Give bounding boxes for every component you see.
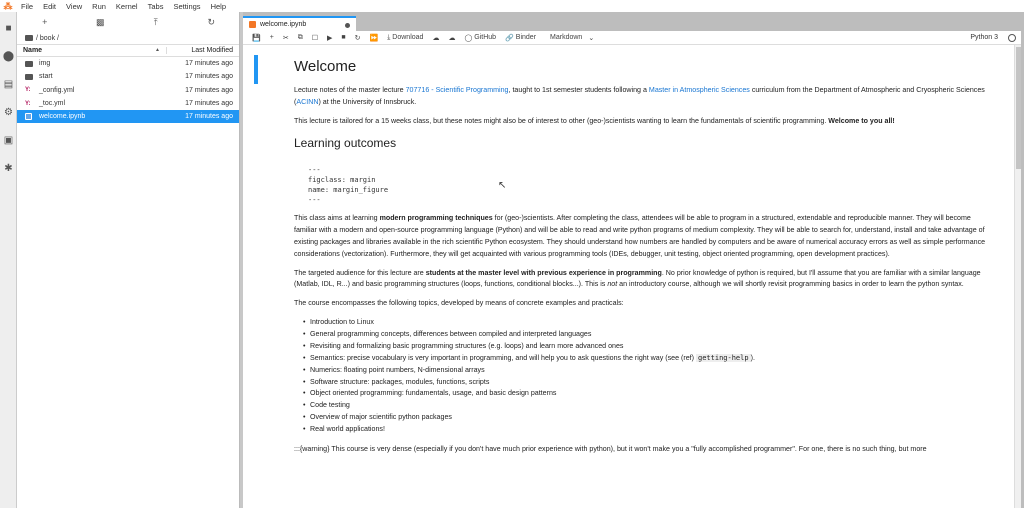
list-item: • Revisiting and formalizing basic programming structures (e.g. loops) and learn more advanced ones (303, 341, 994, 353)
tabs-icon[interactable]: ▣ (3, 135, 14, 146)
menu-tabs[interactable]: Tabs (147, 1, 164, 11)
file-row-start[interactable] (17, 70, 239, 83)
refresh-icon[interactable]: ↻ (207, 16, 216, 27)
cell-collapser[interactable] (254, 55, 258, 84)
notebook-icon (25, 113, 35, 120)
italic-text: not (607, 280, 618, 289)
notebook-panel (243, 45, 1019, 508)
commands-icon[interactable]: ▤ (3, 79, 14, 90)
menu-settings[interactable]: Settings (173, 1, 201, 11)
text: Lecture notes of the master lecture (294, 86, 406, 94)
tab-label: welcome.ipynb (260, 21, 307, 28)
run-icon[interactable]: ▶ (326, 34, 333, 42)
list-item: • Numerics: floating point numbers, N-dimensional arrays (303, 365, 994, 377)
upload-icon[interactable]: ⤒ (153, 16, 158, 27)
restart-icon[interactable]: ↻ (354, 34, 361, 42)
menu-file[interactable]: File (21, 1, 34, 11)
file-name: img (39, 60, 51, 68)
file-row-welcome[interactable] (17, 110, 239, 123)
property-inspector-icon[interactable]: ⚙ (4, 107, 13, 118)
github-button[interactable] (464, 34, 496, 42)
text: for (geo-)scientists. After completing the class, attendees will be able to program in a structured, extendable and reproducible manner. They will become familiar with a modern and open-source programming language (Python) and will be able to read and write python programs of medium complexity. They will be able to search for, understand, install and take advantage of existing packages and libraries available in the rich scientific Python ecosystem. They should understand how numbers are handled by computers and be aware of numerical accuracy errors as well as simple performance considerations (vectorization). Furthermore, they will get acquainted with various programming tools (IDEs, debugger, unit testing, object oriented programming, open development practices). (294, 214, 986, 258)
file-name: _toc.yml (39, 100, 66, 108)
extension-icon[interactable]: ✱ (4, 163, 13, 174)
folder-icon (25, 61, 35, 67)
download-button[interactable] (387, 34, 423, 42)
github-label: GitHub (474, 34, 497, 41)
list-item: • Software structure: packages, modules, functions, scripts (303, 377, 994, 389)
column-last-modified[interactable]: Last Modified (166, 47, 239, 54)
list-item: • Real world applications! (303, 424, 994, 436)
left-sidebar (0, 12, 17, 508)
stop-icon[interactable]: ■ (341, 34, 346, 41)
intro-paragraph (294, 85, 994, 109)
text: This lecture is tailored for a 15 weeks class, but these notes might also be of interest to other (geo-)scientists wanting to learn the fundamentals of scientific programming. (294, 116, 829, 125)
paste-icon[interactable]: ☐ (311, 34, 318, 42)
text: The targeted audience for this lecture are (294, 268, 426, 277)
notebook-toolbar (243, 31, 1024, 45)
menu-run[interactable]: Run (92, 1, 106, 11)
text: This class aims at learning (294, 214, 380, 223)
cell-type-select[interactable] (550, 34, 594, 42)
binder-label: Binder (515, 34, 537, 41)
text: . No prior knowledge of python is required, but I'll assume that you are familiar with a similar language (Matlab, IDL, R...) and basic programming structures (loops, functions, conditional blocks...). This is (294, 268, 981, 289)
text: Semantics: precise vocabulary is very important in programming, and will help you to ask questions the right way (see (ref) (310, 353, 696, 362)
column-name[interactable] (17, 47, 166, 54)
lecture-link[interactable]: 707716 - Scientific Programming (405, 86, 509, 94)
list-item: • General programming concepts, differences between compiled and interpreted languages (303, 329, 994, 341)
run-all-icon[interactable]: ⏩ (369, 34, 379, 42)
acinn-link[interactable]: ACINN (296, 97, 319, 106)
code-block: --- figclass: margin name: margin_figure --- (308, 166, 389, 205)
file-name: start (39, 73, 53, 81)
unsaved-dot-icon[interactable] (345, 23, 350, 28)
tab-bar (243, 12, 1024, 31)
yaml-icon: Y: (25, 87, 31, 94)
yaml-icon: Y: (25, 100, 31, 107)
file-modified: 17 minutes ago (185, 100, 233, 108)
file-name: welcome.ipynb (39, 113, 86, 121)
menu-view[interactable]: View (66, 1, 83, 11)
page-title: Welcome (294, 58, 357, 75)
chevron-down-icon: ⌄ (588, 34, 595, 42)
jupyter-logo-icon: ⁂ (3, 0, 13, 11)
binder-button[interactable] (505, 34, 536, 42)
cut-icon[interactable]: ✂ (282, 34, 289, 42)
file-modified: 17 minutes ago (185, 113, 233, 121)
list-item: • Code testing (303, 400, 994, 412)
new-folder-icon[interactable]: ▩ (95, 16, 105, 27)
text: ) at the University of Innsbruck. (318, 97, 417, 106)
running-icon[interactable]: ⬤ (2, 51, 15, 62)
topics-list (303, 317, 994, 436)
column-name-label: Name (23, 47, 43, 54)
sort-up-icon: ▲ (155, 47, 160, 53)
file-list-header (17, 44, 239, 57)
save-icon[interactable]: 💾 (252, 34, 261, 42)
cloud-download-icon[interactable]: ☁ (448, 34, 456, 42)
file-modified: 17 minutes ago (185, 60, 233, 68)
list-item: • Overview of major scientific python packages (303, 412, 994, 424)
inline-code: getting-help (698, 353, 749, 362)
download-icon: ⤓ (387, 33, 391, 41)
cloud-upload-icon[interactable]: ☁ (432, 34, 440, 42)
copy-icon[interactable]: ⧉ (297, 33, 303, 41)
file-browser-toolbar (17, 12, 239, 32)
tab-welcome[interactable] (243, 16, 356, 31)
breadcrumb-path[interactable]: / book / (36, 34, 59, 42)
markdown-cell[interactable] (294, 57, 994, 463)
menu-bar (0, 0, 1024, 12)
folder-icon (25, 74, 35, 80)
list-item: • Introduction to Linux (303, 317, 994, 329)
menu-kernel[interactable]: Kernel (115, 1, 138, 11)
file-row-img[interactable] (17, 57, 239, 70)
folder-icon[interactable] (25, 35, 33, 41)
master-link[interactable]: Master in Atmospheric Sciences (648, 86, 750, 94)
file-row-config[interactable] (17, 84, 239, 97)
file-modified: 17 minutes ago (185, 86, 233, 94)
kernel-status-icon (1008, 34, 1016, 42)
kernel-name[interactable]: Python 3 (970, 34, 998, 41)
file-browser (17, 12, 240, 508)
text: ). (750, 353, 755, 362)
topics-intro: The course encompasses the following topics, developed by means of concrete examples and practicals: (294, 299, 624, 308)
section-heading: Learning outcomes (294, 136, 397, 151)
mouse-cursor-icon: ↖ (498, 180, 507, 191)
menu-help[interactable]: Help (210, 1, 226, 11)
github-icon: ◯ (464, 34, 473, 42)
scrollbar[interactable] (1014, 45, 1021, 508)
breadcrumb (17, 32, 239, 44)
text: curriculum from the Department of Atmospheric and Cryospheric Sciences ( (294, 86, 985, 106)
file-row-toc[interactable] (17, 97, 239, 110)
menu-edit[interactable]: Edit (43, 1, 57, 11)
cell-type-label: Markdown (550, 34, 583, 41)
list-item (303, 353, 994, 365)
new-launcher-icon[interactable]: + (42, 17, 48, 27)
download-label: Download (392, 34, 424, 41)
file-modified: 17 minutes ago (185, 73, 233, 81)
list-item: • Object oriented programming: fundamentals, usage, and basic design patterns (303, 388, 994, 400)
notebook-icon (249, 21, 256, 28)
file-name: _config.yml (39, 86, 75, 94)
aims-paragraph (294, 213, 994, 260)
text: , taught to 1st semester students following a (508, 86, 649, 94)
bold-text: Welcome to you all! (828, 116, 895, 125)
folder-icon[interactable]: ■ (5, 23, 12, 34)
audience-paragraph (294, 268, 994, 292)
insert-cell-icon[interactable]: + (269, 34, 274, 41)
bold-text: modern programming techniques (379, 214, 493, 223)
welcome-paragraph (294, 116, 994, 128)
text: an introductory course, although we will shortly revisit programming basics in order to learn the python syntax. (617, 280, 964, 289)
bold-text: students at the master level with previous experience in programming (425, 268, 662, 277)
warning-paragraph: :::{warning} This course is very dense (especially if you don't have much prior experience with python), but it won't make you a "fully accomplished programmer". For one, there is no such thing, but more (294, 445, 927, 454)
link-icon: 🔗 (505, 34, 514, 42)
